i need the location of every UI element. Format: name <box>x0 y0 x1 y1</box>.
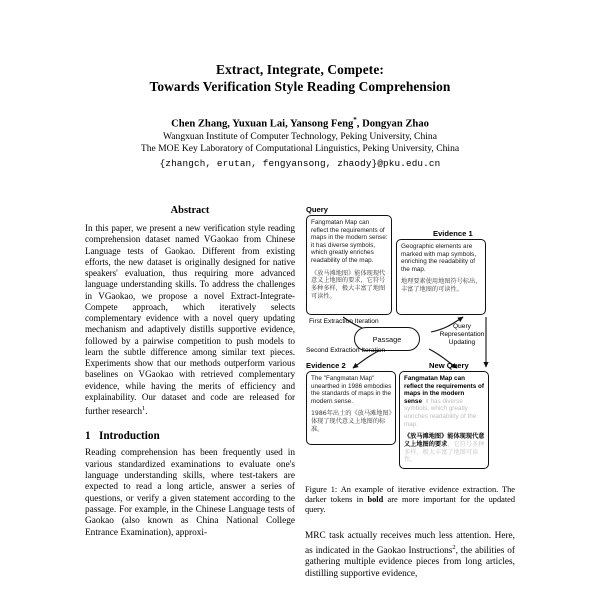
figure-edge-first-iteration: First Extraction Iteration <box>309 318 379 325</box>
paper-title-line-1: Extract, Integrate, Compete: <box>216 62 384 77</box>
figure-box-new-query-en-faded: : it has diverse symbols, which greatly enriches readability of the map. <box>404 397 477 428</box>
author-list <box>0 114 600 131</box>
figure-box-new-query-zh-faded: ，它符号多种多样，极大丰富了地图可读性。 <box>404 440 485 464</box>
figure-box-evidence-1-zh: 地理要素使用地图符号标出，丰富了地图的可读性。 <box>401 278 482 294</box>
figure-1 <box>305 205 515 475</box>
right-column-paragraph-part-2: , the abilities of gathering multiple evidence pieces from long articles, distilling supportive evidence, <box>305 546 515 579</box>
abstract-period: . <box>145 406 148 417</box>
right-column-footnote-marker: 2 <box>452 543 456 551</box>
figure-node-passage-label: Passage <box>372 334 402 344</box>
figure-caption-part-2: are more important for the updated query. <box>305 495 516 515</box>
left-column <box>85 205 295 539</box>
author-footnote-marker: * <box>353 116 357 124</box>
author-names: Chen Zhang, Yuxuan Lai, Yansong Feng <box>171 118 354 130</box>
figure-label-new-query: New Query <box>429 361 469 370</box>
figure-label-query: Query <box>306 205 328 214</box>
introduction-paragraph-1: Reading comprehension has been frequently used in various standardized examinations to evaluate one's language understanding skills, where test-takers are expected to read a long article, answer a series of questions, or verify a given statement according to the passage. For example, in the Chinese Language tests of Gaokao (also known as China National College Entrance Examination), approxi- <box>85 448 295 538</box>
figure-box-new-query-en <box>404 375 485 428</box>
introduction-number: 1 <box>85 430 91 443</box>
figure-label-evidence-1: Evidence 1 <box>433 229 473 238</box>
abstract-body: In this paper, we present a new verification style reading comprehension dataset named VGaokao from Chinese Language tests of Gaokao. Different from existing efforts, the new dataset is originally designed for native speakers' evaluation, thus requiring more advanced language understanding skills. To address the challenges in VGaokao, we propose a novel Extract-Integrate-Compete approach, which iteratively selects complementary evidence with a novel query updating mechanism and adaptively distills supportive evidence, followed by a pairwise competition to push models to learn the subtle difference among similar text pieces. Experiments show that our methods outperform various baselines on VGaokao with retrieved complementary evidence, while having the merits of efficiency and explainability. Our dataset and code are released for further research <box>85 223 295 417</box>
abstract-heading: Abstract <box>170 205 210 216</box>
figure-caption-prefix: Figure 1: <box>305 485 338 494</box>
right-column-paragraph-part-1: MRC task actually receives much less attention. Here, as indicated in the Gaokao Instructions <box>305 530 515 557</box>
figure-box-query[interactable] <box>306 215 392 315</box>
figure-box-new-query-zh <box>404 433 485 464</box>
abstract-text <box>85 223 295 417</box>
figure-caption-bold: bold <box>367 495 384 505</box>
right-column <box>305 205 515 580</box>
paper-title-line-2: Towards Verification Style Reading Comprehension <box>149 78 451 94</box>
figure-caption-part-1: An example of iterative evidence extraction. The darker tokens in <box>305 485 515 505</box>
figure-box-evidence-1-en: Geographic elements are marked with map symbols, enriching the readability of the map. <box>401 243 477 273</box>
author-email: {zhangch, erutan, fengyansong, zhaody}@pku.edu.cn <box>159 157 441 169</box>
figure-box-query-zh: 《放马滩地图》能体现现代意义上地图的要求，它符号多种多样，极大丰富了地图可读性。 <box>311 269 386 300</box>
figure-label-evidence-2: Evidence 2 <box>306 361 346 370</box>
figure-box-query-en: Fangmatan Map can reflect the requirements of maps in the modern sense: it has diverse symbols, which greatly enriches readability of the map. <box>311 219 388 264</box>
introduction-title: Introduction <box>98 430 160 443</box>
figure-1-caption <box>305 485 515 516</box>
figure-box-evidence-2[interactable] <box>306 371 396 445</box>
figure-box-evidence-2-zh: 1986年出土的《放马滩地图》体现了现代意义上地图的标准。 <box>311 410 392 433</box>
abstract-footnote-marker: 1 <box>142 405 146 412</box>
right-column-paragraph <box>305 531 515 580</box>
figure-box-new-query[interactable] <box>399 371 489 469</box>
figure-edge-query-update: Query Representation Updating <box>439 323 485 346</box>
figure-box-evidence-2-en: The "Fangmatan Map" unearthed in 1986 embodies the standards of maps in the modern sense. <box>311 375 392 405</box>
figure-edge-second-iteration: Second Extraction Iteration <box>306 347 386 354</box>
affiliation-line-2: The MOE Key Laboratory of Computational Linguistics, Peking University, China <box>140 143 460 155</box>
figure-box-new-query-zh-bold: 《放马滩地图》能体现现代意义上地图的要求 <box>404 433 485 448</box>
paper-header <box>0 0 600 170</box>
author-names-tail: , Dongyan Zhao <box>356 118 429 130</box>
figure-box-evidence-1[interactable] <box>396 239 486 315</box>
introduction-heading <box>85 430 295 442</box>
figure-box-new-query-en-bold: Fangmatan Map can reflect the requirements of maps in the modern sense <box>404 375 485 405</box>
affiliation-line-1: Wangxuan Institute of Computer Technology, Peking University, China <box>163 130 437 142</box>
